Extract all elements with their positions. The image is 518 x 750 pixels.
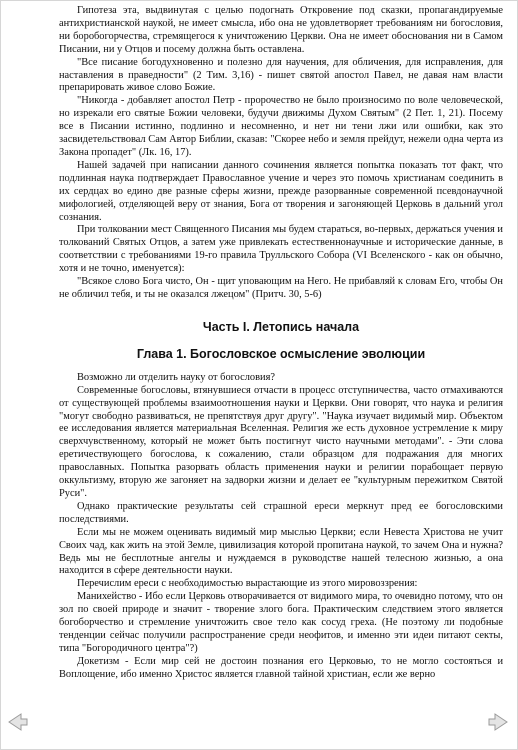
paragraph: Однако практические результаты сей страшной ереси меркнут пред ее богословскими последствиями. <box>59 500 503 525</box>
quote-paragraph: "Всякое слово Бога чисто, Он - щит уповающим на Него. Не прибавляй к словам Его, чтобы Он не обличил тебя, и ты не оказался лжецом" (Притч. 30, 5-6) <box>59 276 503 300</box>
previous-page-button[interactable] <box>7 711 29 733</box>
chapter-title: Глава 1. Богословское осмысление эволюции <box>136 346 426 361</box>
next-page-button[interactable] <box>487 711 509 733</box>
paragraph: Гипотеза эта, выдвинутая с целью подогнать Откровение под сказки, пропагандируемые антихристианской наукой, не имеет смысла, ибо она не удовлетворяет требованиям ни богословия, ни боробогорчества, стремящегося к уничтожению Церкви. Она не имеет обоснования ни в Самом Писании, ни у Отцов и посему должна быть оставлена. <box>59 5 503 55</box>
paragraph: Докетизм - Если мир сей не достоин познания его Церковью, то не могло состояться и Воплощение, ибо именно Христос является главной тайной христиан, если же верно <box>59 655 503 680</box>
paragraph: Манихейство - Ибо если Церковь отворачивается от видимого мира, то очевидно потому, что он зол по своей природе и значит - творение злого бога. Практическим следствием этого является богоборчество и стремление уничтожить свое тело как сосуд греха. (Не поэтому ли подобные тенденции сейчас получили распространение среди неофитов, и именно эти идеи питают секты, типа "Богородичного центра"?) <box>59 591 503 654</box>
paragraph: "Все писание богодухновенно и полезно для научения, для обличения, для исправления, для наставления в праведности" (2 Тим. 3,16) - пишет святой апостол Павел, не давая нам власти препарировать живое слово Божие. <box>59 56 503 94</box>
arrow-left-icon <box>7 711 29 733</box>
paragraph: Нашей задачей при написании данного сочинения является попытка показать тот факт, что подлинная наука подтверждает Православное учение и через это помочь христианам соединить в их сердцах во едино две разные сферы жизни, прежде разорванные современной псевдонаучной мифологией, отделяющей веру от знания, Бога от творения и загоняющей Церковь в дальний угол сознания. <box>59 159 503 223</box>
paragraph: Если мы не можем оценивать видимый мир мыслью Церкви; если Невеста Христова не учит Своих чад, как жить на этой Земле, цивилизация которой пропитана наукой, то зачем Она и нужна? Ведь мы не бесплотные ангелы и нуждаемся в руководстве нашей телесною жизнью, а она находится в сфере деятельности науки. <box>59 526 503 577</box>
paragraph: "Никогда - добавляет апостол Петр - пророчество не было произносимо по воле человеческой, но изрекали его святые Божии человеки, будучи движимы Духом Святым" (2 Пет. 1, 21). Посему все в Писании истинно, подлинно и несомненно, и нет ни тени лжи или ошибки, как это засвидетельствовал Сам Автор Библии, сказав: "Скорее небо и земля прейдут, нежели одна черта из Закона пропадет" (Лк. 16, 17). <box>59 95 503 158</box>
paragraph: При толковании мест Священного Писания мы будем стараться, во-первых, держаться учения и толкований Святых Отцов, а затем уже привлекать естественнонаучные и исторические данные, в соответствии с требованиями 19-го правила Трулльского Собора (VI Вселенского - как он обычно, хотя и не точно, именуется): <box>59 224 503 275</box>
part-title: Часть I. Летопись начала <box>202 319 360 334</box>
paragraph: Современные богословы, втянувшиеся отчасти в процесс отступничества, часто отмахиваются от существующей проблемы взаимоотношения науки и Церкви. Они говорят, что наука и религия "могут свободно развиваться, не препятствуя друг другу". "Наука изучает видимый мир. Объектом ее исследования является материальная Вселенная. Религия же есть духовное устремление к миру сверхчувственному, который не может быть постигнут чисто научными методами". - Эти слова еретичествующего богослова, к сожалению, стали образцом для подражания для многих православных. Попытка разорвать область применения науки и религии порабощает первую оккультизму, вторую же загоняет на задворки жизни и делает ее "культурным пережитком Святой Руси". <box>59 384 503 499</box>
paragraph: Возможно ли отделить науку от богословия? <box>77 371 275 383</box>
paragraph: Перечислим ереси с необходимостью вырастающие из этого мировоззрения: <box>77 578 418 590</box>
arrow-right-icon <box>487 711 509 733</box>
document-body <box>59 5 503 682</box>
